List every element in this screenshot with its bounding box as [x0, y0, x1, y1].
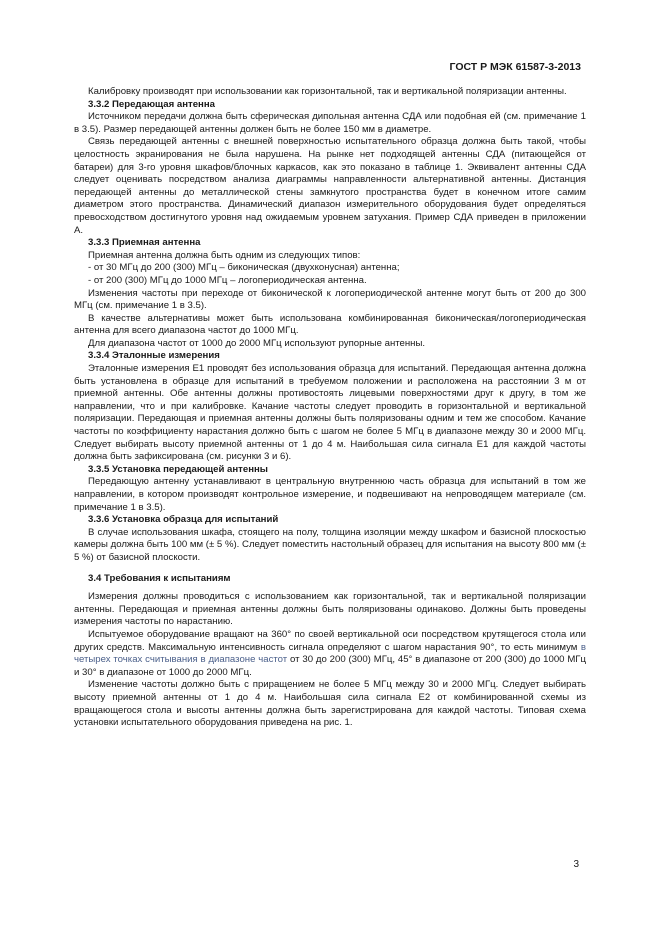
section-334-paragraph-1: Эталонные измерения E1 проводят без использования образца для испытаний. Передающая антенна должна быть установлена в образце для испытаний в требуемом положении и расположена на расстоянии 3 м от приемной антенны. Обе антенны должны противостоять лицевыми поверхностями друг к другу, в том же направлении, что и при калибровке. Качание частоты следует проводить в горизонтальной и вертикальной поляризации. Передающая и приемная антенны должны быть поляризованы одним и тем же способом. Качание частоты по коэффициенту нарастания должно быть с шагом не более 5 МГц в диапазоне между 30 и 2000 МГц. Следует выбирать высоту приемной антенны от 1 до 4 м. Наибольшая сила сигнала E1 для каждой частоты должна быть зафиксирована (см. рисунки 3 и 6). [74, 363, 586, 463]
section-333-list-item-1: - от 30 МГц до 200 (300) МГц – биконическая (двухконусная) антенна; [88, 262, 400, 274]
section-34-paragraph-2-part-c: от 30 до 200 (300) МГц, 45° в диапазоне от 200 (300) до 1000 МГц и 30° в диапазоне от 1000 до 2000 МГц. [74, 654, 586, 678]
section-334-heading: 3.3.4 Эталонные измерения [88, 350, 220, 362]
section-332-paragraph-2: Связь передающей антенны с внешней поверхностью испытательного образца должна быть такой, чтобы целостность экранирования не была нарушена. На рынке нет подходящей антенны СДА (питающейся от батареи) для 3-го уровня шкафов/блочных каркасов, как это показано в таблице 1. Эквивалент антенны СДА следует оценивать посредством анализа диаграммы направленности альтернативной антенны. Дистанция передающей антенны до металлической стены замкнутого пространства будет в конечном итоге самим диаметром этого пространства. Динамический диапазон измерительного оборудования будет определяться превосходством достигнутого уровня над ожидаемым уровнем затухания. Пример СДА приведен в приложении А. [74, 136, 586, 236]
section-34-paragraph-2 [74, 629, 586, 679]
section-333-paragraph-2: Изменения частоты при переходе от биконической к логопериодической антенне могут быть от 200 до 300 МГц (см. примечание 1 в 3.5). [74, 287, 586, 312]
page-number: 3 [573, 859, 579, 870]
section-34-paragraph-3: Изменение частоты должно быть с приращением не более 5 МГц между 30 и 2000 МГц. Следует выбирать высоту приемной антенны от 1 до 4 м. Наибольшая сила сигнала E2 от комбинированной схемы из вращающегося стола и высоты антенны должна быть зарегистрирована для каждой частоты. Типовая схема установки испытательного оборудования приведена на рис. 1. [74, 679, 586, 729]
document-header: ГОСТ Р МЭК 61587-3-2013 [449, 61, 581, 73]
section-336-paragraph-1: В случае использования шкафа, стоящего на полу, толщина изоляции между шкафом и базисной плоскостью камеры должна быть 100 мм (± 5 %). Следует поместить настольный образец для испытания на высоту 800 мм (± 5 %) от базисной плоскости. [74, 526, 586, 563]
section-34-paragraph-2-highlight: в четырех точках считывания в диапазоне частот [74, 641, 586, 666]
section-333-paragraph-4: Для диапазона частот от 1000 до 2000 МГц используют рупорные антенны. [88, 337, 426, 349]
section-333-list-item-2: - от 200 (300) МГц до 1000 МГц – логопериодическая антенна. [88, 274, 367, 286]
section-34-paragraph-2-part-a: Испытуемое оборудование вращают на 360° по своей вертикальной оси посредством крутящегося стола или других средств. Максимальную интенсивность сигнала определяют с шагом нарастания 90°, то есть минимум [74, 628, 586, 653]
section-34-heading: 3.4 Требования к испытаниям [88, 572, 231, 584]
intro-paragraph: Калибровку производят при использовании как горизонтальной, так и вертикальной поляризации антенны. [88, 86, 567, 97]
section-335-heading: 3.3.5 Установка передающей антенны [88, 463, 268, 475]
section-332-paragraph-1: Источником передачи должна быть сферическая дипольная антенна СДА или подобная ей (см. примечание 1 в 3.5). Размер передающей антенны должен быть не более 150 мм в диаметре. [74, 111, 586, 135]
section-332-heading: 3.3.2 Передающая антенна [88, 98, 215, 110]
section-336-heading: 3.3.6 Установка образца для испытаний [88, 514, 279, 526]
document-body [74, 86, 586, 730]
section-333-paragraph-1: Приемная антенна должна быть одним из следующих типов: [88, 249, 361, 261]
section-335-paragraph-1: Передающую антенну устанавливают в центральную внутреннюю часть образца для испытаний в том же направлении, в котором производят контрольное измерение, и подвешивают на непроводящем материале (см. примечание 1 в 3.5). [74, 476, 586, 513]
section-333-heading: 3.3.3 Приемная антенна [88, 237, 201, 249]
section-333-paragraph-3: В качестве альтернативы может быть использована комбинированная биконическая/логопериодическая антенна для всего диапазона частот до 1000 МГц. [74, 312, 586, 337]
section-34-paragraph-1: Измерения должны проводиться с использованием как горизонтальной, так и вертикальной поляризации антенны. Передающая и приемная антенны должны быть поляризованы одинаково. Должны быть проведены измерения частоты по нарастанию. [74, 591, 586, 628]
